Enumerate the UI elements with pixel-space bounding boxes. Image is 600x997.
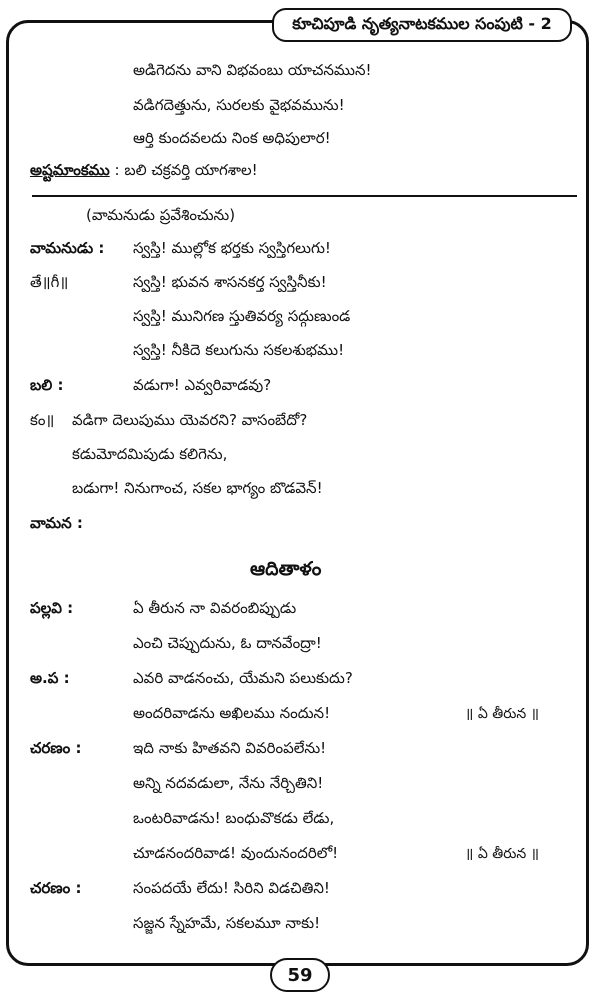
charanam-label: చరణం : (30, 739, 82, 757)
lyric-line: ఎవరి వాడనంచు, యేమని పలుకుదు? (133, 669, 353, 687)
lyric-line: ఎంచి చెప్పుదును, ఓ దానవేంద్రా! (133, 634, 322, 652)
meter-label: కం॥ (30, 411, 55, 429)
speaker-vamana: వామన : (30, 514, 83, 532)
act-separator: : (114, 161, 120, 179)
verse-line: అడిగెదను వాని విభవంబు యాచనమున! (133, 61, 372, 79)
lyric-line: ఒంటరివాడను! బంధువొకడు లేడు, (133, 809, 335, 827)
lyric-line: అందరివాడను అఖిలము నందున! (133, 704, 331, 722)
pallavi-label: పల్లవి : (30, 599, 74, 617)
dialogue-line: స్వస్తి! ముల్లోక భర్తకు స్వస్తిగలుగు! (133, 239, 331, 257)
refrain: ॥ ఏ తీరున ॥ (465, 706, 539, 722)
section-title: ఆదితాళం (250, 558, 322, 580)
verse-line: ఆర్తి కుందవలదు నింక అధిపులార! (133, 129, 331, 147)
page-number: 59 (270, 958, 330, 992)
lyric-line: ఇది నాకు హితవని వివరింపలేను! (133, 739, 327, 757)
dialogue-line: స్వస్తి! మునిగణ స్తుతివర్య సద్గుణుండ (133, 307, 351, 325)
meter-label: తే॥గీ॥ (30, 273, 69, 291)
verse-line: వడిగదెత్తును, సురలకు వైభవమును! (133, 96, 345, 114)
verse-line: వడిగా దెలుపుము యెవరని? వాసంబేదో? (72, 411, 308, 429)
dialogue-line: స్వస్తి! నీకిదె కలుగును సకలశుభము! (133, 341, 345, 359)
verse-line: బడుగా! నినుగాంచ, సకల భాగ్యం బొడవెన్! (72, 479, 323, 497)
dialogue-line: స్వస్తి! భువన శాసనకర్త స్వస్తినీకు! (133, 273, 327, 291)
stage-direction: (వామనుడు ప్రవేశించును) (86, 206, 236, 224)
act-divider (32, 195, 577, 197)
speaker-vamanudu: వామనుడు : (30, 239, 105, 257)
anupallavi-label: అ.ప : (30, 669, 70, 687)
lyric-line: చూడనందరివాడ! వుందునందరిలో! (133, 844, 339, 862)
lyric-line: సంపదయే లేదు! సిరిని విడచితిని! (133, 879, 330, 897)
speaker-bali: బలి : (30, 376, 64, 394)
verse-line: కడుమోదమిపుడు కలిగెను, (72, 445, 228, 463)
refrain: ॥ ఏ తీరున ॥ (465, 846, 539, 862)
lyric-line: ఏ తీరున నా వివరంబిప్పుడు (133, 599, 297, 617)
lyric-line: సజ్జన స్నేహమే, సకలమూ నాకు! (133, 914, 321, 932)
act-name: అష్టమాంకము (30, 161, 110, 179)
lyric-line: అన్ని నదవడులా, నేను నేర్చితిని! (133, 774, 324, 792)
charanam-label: చరణం : (30, 879, 82, 897)
act-scene: బలి చక్రవర్తి యాగశాల! (124, 161, 258, 179)
book-title-header: కూచిపూడి నృత్యనాటకముల సంపుటి - 2 (272, 8, 572, 42)
act-heading (30, 160, 258, 180)
dialogue-line: వడుగా! ఎవ్వరివాడవు? (133, 376, 272, 394)
